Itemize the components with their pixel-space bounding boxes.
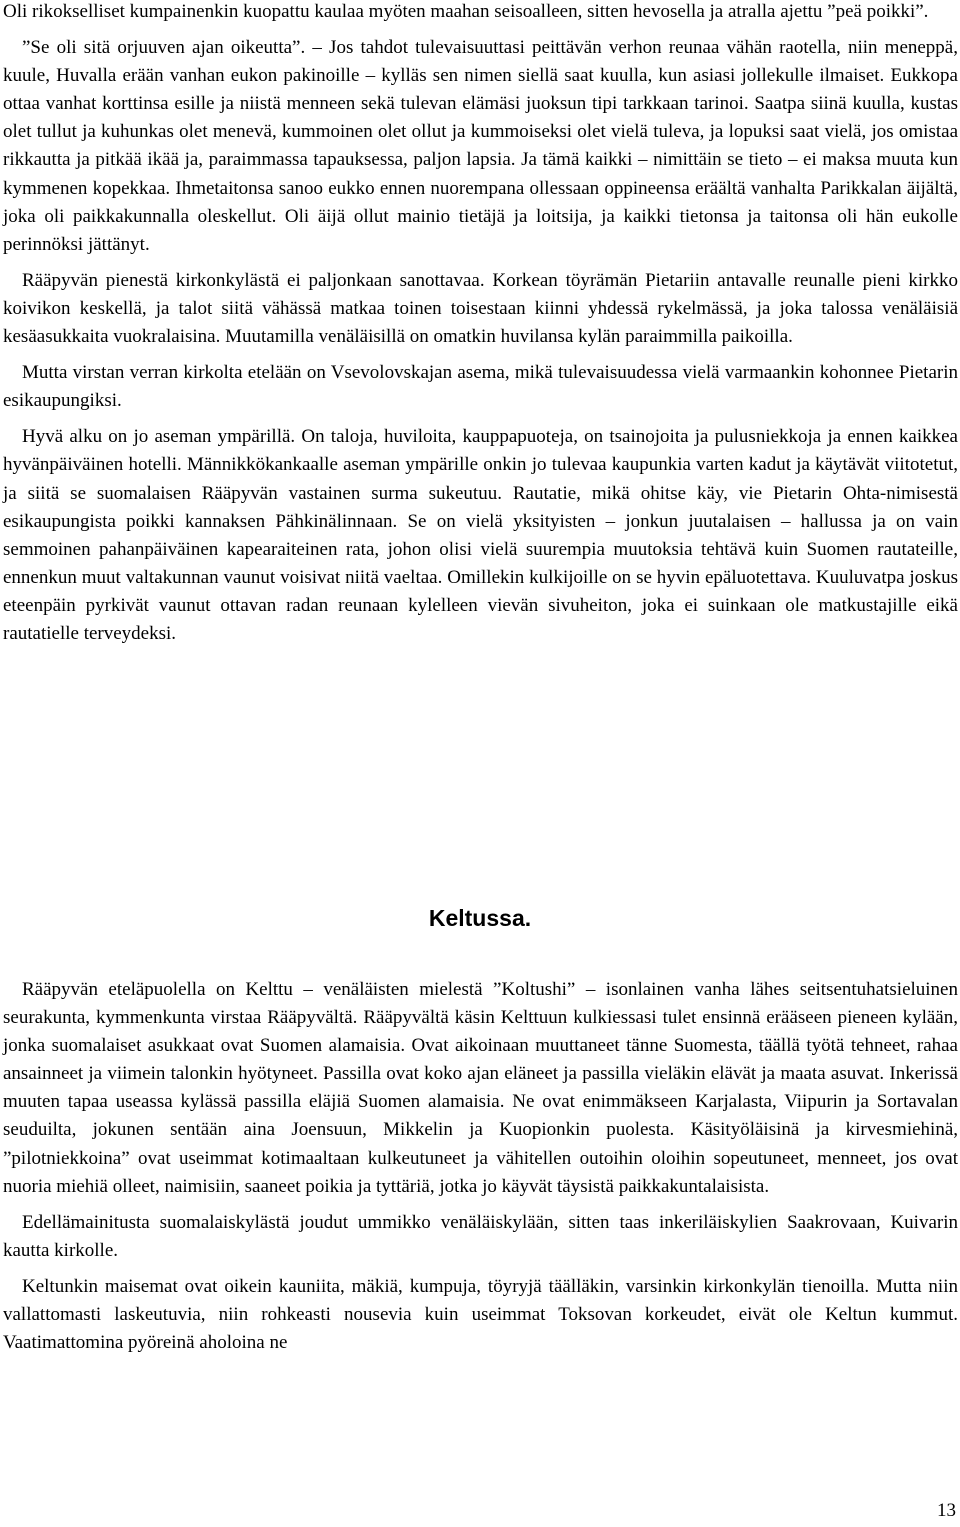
text-block-top <box>3 0 958 648</box>
paragraph: Oli rikokselliset kumpainenkin kuopattu kaulaa myöten maahan seisoalleen, sitten hevosella ja atralla ajettu ”peä poikki”. <box>3 1 929 22</box>
paragraph: Keltunkin maisemat ovat oikein kauniita, mäkiä, kumpuja, töyryjä täälläkin, varsinkin kirkonkylän tienoilla. Mutta niin vallattomasti laskeutuvia, niin rohkeasti nousevia kuin useimmat Toksovan korkeudet, eivät ole Keltun kummut. Vaatimattomina pyöreinä aholoina ne <box>3 1275 958 1354</box>
page-number: 13 <box>937 1500 956 1521</box>
section-heading: Keltussa. <box>428 905 532 931</box>
paragraph: Edellämainitusta suomalaiskylästä joudut ummikko venäläiskylään, sitten taas inkeriläiskylien Saakrovaan, Kuivarin kautta kirkolle. <box>3 1211 958 1261</box>
text-block-bottom <box>3 976 958 1357</box>
paragraph: Mutta virstan verran kirkolta etelään on Vsevolovskajan asema, mikä tulevaisuudessa vielä varmaankin kohonnee Pietarin esikaupungiksi. <box>3 362 958 412</box>
paragraph: Hyvä alku on jo aseman ympärillä. On taloja, huviloita, kauppapuoteja, on tsainojoita ja pulusniekkoja ja ennen kaikkea hyvänpäiväinen hotelli. Männikkökankaalle aseman ympärille onkin jo tulevaa kaupunkia varten kadut ja käytävät viitotetut, ja siitä se suomalaisen Rääpyvän vastainen surma sukeutuu. Rautatie, mikä ohitse käy, vie Pietarin Ohta-nimisestä esikaupungista poikki kannaksen Pähkinälinnaan. Se on vielä yksityisten – jonkun juutalaisen – hallussa ja on vain semmoinen pahanpäiväinen kapearaiteinen rata, johon olisi vielä suurempia muutoksia tehtävä kuin Suomen rautateille, ennenkun muut valtakunnan vaunut voisivat niitä vaeltaa. Omillekin kulkijoille on se hyvin epäluotettava. Kuuluvatpa joskus eteenpäin pyrkivät vaunut ottavan radan reunaan kylelleen vievän sivuheiton, joka ei suinkaan ole matkustajille eikä rautatielle terveydeksi. <box>3 426 958 644</box>
paragraph: Rääpyvän pienestä kirkonkylästä ei paljonkaan sanottavaa. Korkean töyrämän Pietariin antavalle reunalle pieni kirkko koivikon keskellä, ja talot siitä vähässä matkaa toinen toisestaan kiinni yhdessä rykelmässä, ja joka talossa venäläisiä kesäasukkaita vuokralaisina. Muutamilla venäläisillä on omatkin huvilansa kylän paraimmilla paikoilla. <box>3 269 958 348</box>
paragraph: Rääpyvän eteläpuolella on Kelttu – venäläisten mielestä ”Koltushi” – isonlainen vanha lähes seitsentuhatsieluinen seurakunta, kymmenkunta virstaa Rääpyvältä. Rääpyvältä käsin Kelttuun kulkiessasi tulet ensinnä erääseen pieneen kylään, jonka suomalaiset asukkaat ovat Suomen alamaisia. Ovat aikoinaan muuttaneet tänne Suomesta, täällä työtä tehneet, rahaa ansainneet ja viimein talonkin hyötyneet. Passilla ovat koko ajan eläneet ja passilla vieläkin elävät ja maata asuvat. Inkerissä muuten tapaa useassa kylässä passilla eläjiä Suomen alamaisia. Ne ovat enimmäkseen Karjalasta, Viipurin ja Sortavalan seuduilta, jokunen sentään aina Joensuun, Mikkelin ja Kuopionkin puolesta. Käsityöläisinä ja kirvesmiehinä, ”pilotniekkoina” ovat useimmat kotimaaltaan kulkeutuneet ja vähitellen outoihin oloihin sopeutuneet, menneet, jos ovat nuoria miehiä olleet, naimisiin, saaneet poikia ja tyttäriä, jotka jo käyvät täysistä paikkakuntalaisista. <box>3 979 958 1197</box>
paragraph: ”Se oli sitä orjuuven ajan oikeutta”. – Jos tahdot tulevaisuuttasi peittävän verhon reunaa vähän raotella, niin meneppä, kuule, Huvalla erään vanhan eukon pakinoille – kylläs sen nimen siellä saat kuulla, kun asiasi jollekulle ilmaiset. Eukkopa ottaa vanhat korttinsa esille ja niistä menneen sekä tulevan elämäsi juoksun tipi tarkkaan tarinoi. Saatpa siinä kuulla, kustas olet tullut ja kuhunkas olet menevä, kummoinen olet ollut ja kummoiseksi olet vielä tuleva, ja lopuksi saat vielä, jos omistaa rikkautta ja pitkää ikää ja, paraimmassa tapauksessa, paljon lapsia. Ja tämä kaikki – nimittäin se tieto – ei maksa muuta kun kymmenen kopekkaa. Ihmetaitonsa sanoo eukko ennen nuorempana ollessaan oppineensa eräältä vanhalta Parikkalan äijältä, joka oli paikkakunnalla oleskellut. Oli äijä ollut mainio tietäjä ja loitsija, ja kaikki tietonsa ja taitonsa oli hän eukolle perinnöksi jättänyt. <box>3 37 958 255</box>
